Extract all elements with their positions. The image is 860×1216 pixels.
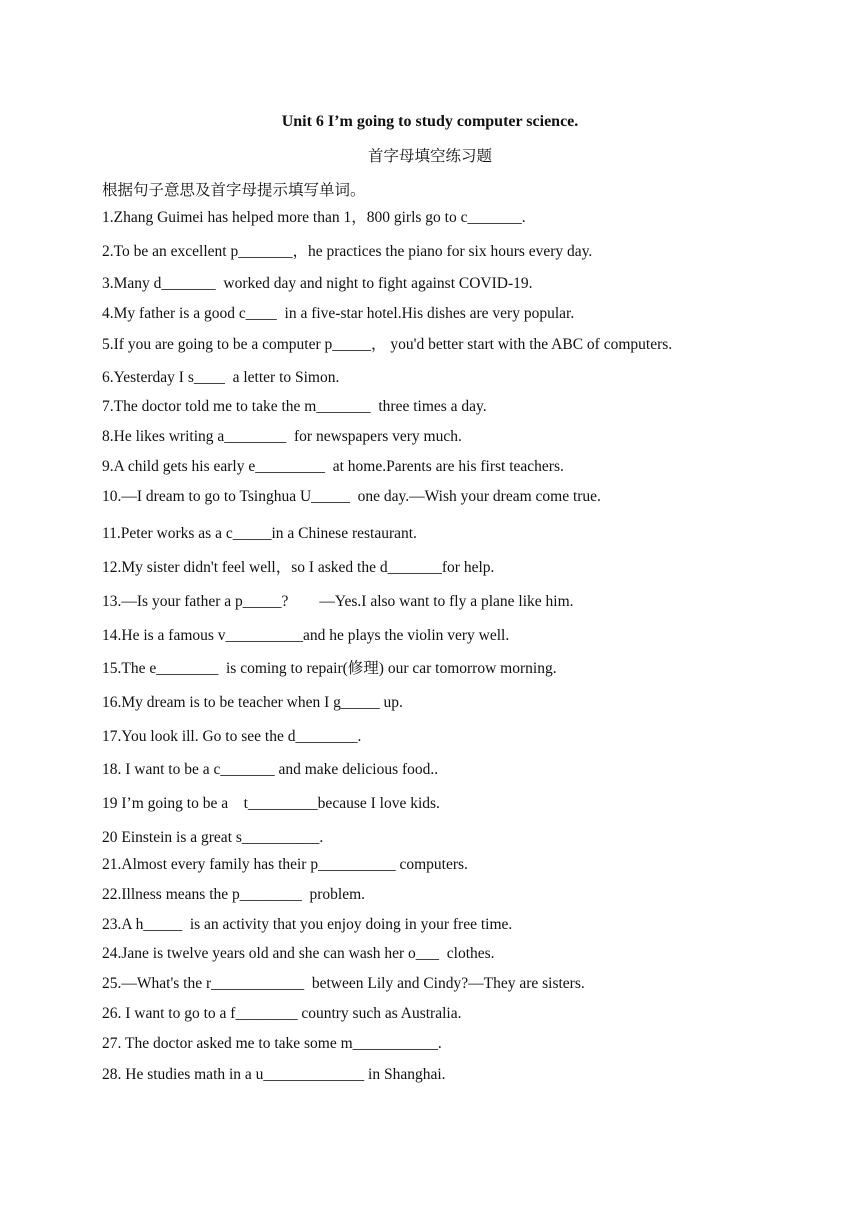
question-27: 27. The doctor asked me to take some m___________. <box>102 1035 442 1052</box>
page-title: Unit 6 I’m going to study computer science. <box>281 113 579 130</box>
question-25: 25.—What's the r____________ between Lily and Cindy?—They are sisters. <box>102 975 585 992</box>
question-9: 9.A child gets his early e_________ at home.Parents are his first teachers. <box>102 458 564 475</box>
question-3: 3.Many d_______ worked day and night to fight against COVID-19. <box>102 275 533 292</box>
question-28: 28. He studies math in a u_____________ in Shanghai. <box>102 1066 446 1083</box>
question-19: 19 I’m going to be a t_________because I love kids. <box>102 795 440 812</box>
question-4: 4.My father is a good c____ in a five-star hotel.His dishes are very popular. <box>102 305 575 322</box>
question-15: 15.The e________ is coming to repair(修理) our car tomorrow morning. <box>102 660 557 677</box>
question-24: 24.Jane is twelve years old and she can wash her o___ clothes. <box>102 945 495 962</box>
question-18: 18. I want to be a c_______ and make delicious food.. <box>102 761 439 778</box>
question-16: 16.My dream is to be teacher when I g_____ up. <box>102 694 403 711</box>
page-subtitle: 首字母填空练习题 <box>367 147 492 165</box>
question-10: 10.—I dream to go to Tsinghua U_____ one day.—Wish your dream come true. <box>102 488 601 505</box>
question-14: 14.He is a famous v__________and he plays the violin very well. <box>102 627 510 644</box>
question-6: 6.Yesterday I s____ a letter to Simon. <box>102 369 340 386</box>
question-20: 20 Einstein is a great s__________. <box>102 829 324 846</box>
question-2: 2.To be an excellent p_______，he practices the piano for six hours every day. <box>102 243 593 260</box>
question-13: 13.—Is your father a p_____? —Yes.I also want to fly a plane like him. <box>102 593 574 610</box>
question-11: 11.Peter works as a c_____in a Chinese restaurant. <box>102 525 417 542</box>
question-17: 17.You look ill. Go to see the d________. <box>102 728 362 745</box>
question-7: 7.The doctor told me to take the m_______ three times a day. <box>102 398 487 415</box>
question-8: 8.He likes writing a________ for newspapers very much. <box>102 428 462 445</box>
question-21: 21.Almost every family has their p__________ computers. <box>102 856 468 873</box>
question-12: 12.My sister didn't feel well，so I asked the d_______for help. <box>102 559 495 576</box>
question-26: 26. I want to go to a f________ country such as Australia. <box>102 1005 462 1022</box>
instruction-text: 根据句子意思及首字母提示填写单词。 <box>102 181 366 199</box>
question-5: 5.If you are going to be a computer p_____， you'd better start with the ABC of computers. <box>102 336 673 353</box>
question-22: 22.Illness means the p________ problem. <box>102 886 366 903</box>
question-23: 23.A h_____ is an activity that you enjoy doing in your free time. <box>102 916 513 933</box>
question-1: 1.Zhang Guimei has helped more than 1，800 girls go to c_______. <box>102 209 526 226</box>
